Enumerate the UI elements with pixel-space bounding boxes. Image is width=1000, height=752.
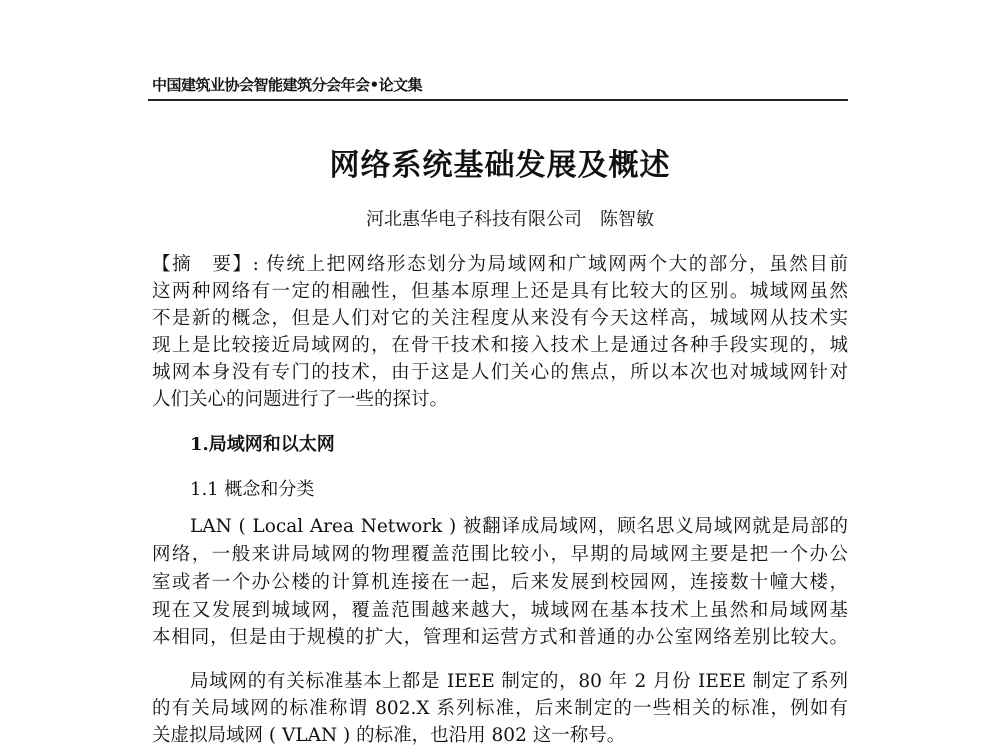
paragraph-line: LAN ( Local Area Network ) 被翻译成局域网，顾名思义局域网就是局部的	[190, 516, 848, 537]
abstract-line: 【摘 要】: 传统上把网络形态划分为局域网和广域网两个大的部分，虽然目前	[152, 254, 848, 275]
abstract-line: 现上是比较接近局域网的，在骨干技术和接入技术上是通过各种手段实现的，城	[152, 335, 848, 356]
running-header: 中国建筑业协会智能建筑分会年会•论文集	[152, 76, 423, 94]
paragraph-line: 的有关局域网的标准称谓 802.X 系列标准，后来制定的一些相关的标准，例如有	[152, 698, 848, 719]
paragraph-line: 室或者一个办公楼的计算机连接在一起，后来发展到校园网，连接数十幢大楼，	[152, 572, 848, 593]
section-heading: 1.局域网和以太网	[190, 434, 335, 455]
subsection-heading: 1.1 概念和分类	[190, 479, 315, 500]
paragraph-line: 局域网的有关标准基本上都是 IEEE 制定的，80 年 2 月份 IEEE 制定了系列	[190, 671, 848, 692]
paragraph-line: 本相同，但是由于规模的扩大，管理和运营方式和普通的办公室网络差别比较大。	[152, 627, 848, 648]
abstract-line: 人们关心的问题进行了一些的探讨。	[152, 389, 449, 410]
author-line: 河北惠华电子科技有限公司 陈智敏	[366, 209, 654, 230]
abstract-line: 不是新的概念，但是人们对它的关注程度从来没有今天这样高，城域网从技术实	[152, 308, 848, 329]
paper-title: 网络系统基础发展及概述	[329, 148, 671, 183]
abstract-line: 这两种网络有一定的相融性，但基本原理上还是具有比较大的区别。城域网虽然	[152, 281, 848, 302]
abstract-line: 城网本身没有专门的技术，由于这是人们关心的焦点，所以本次也对城域网针对	[152, 362, 848, 383]
paragraph-line: 网络，一般来讲局域网的物理覆盖范围比较小，早期的局域网主要是把一个办公	[152, 544, 848, 565]
header-rule	[148, 99, 848, 101]
paragraph-line: 关虚拟局域网 ( VLAN ) 的标准，也沿用 802 这一称号。	[152, 725, 626, 746]
paragraph-line: 现在又发展到城域网，覆盖范围越来越大，城域网在基本技术上虽然和局域网基	[152, 600, 848, 621]
